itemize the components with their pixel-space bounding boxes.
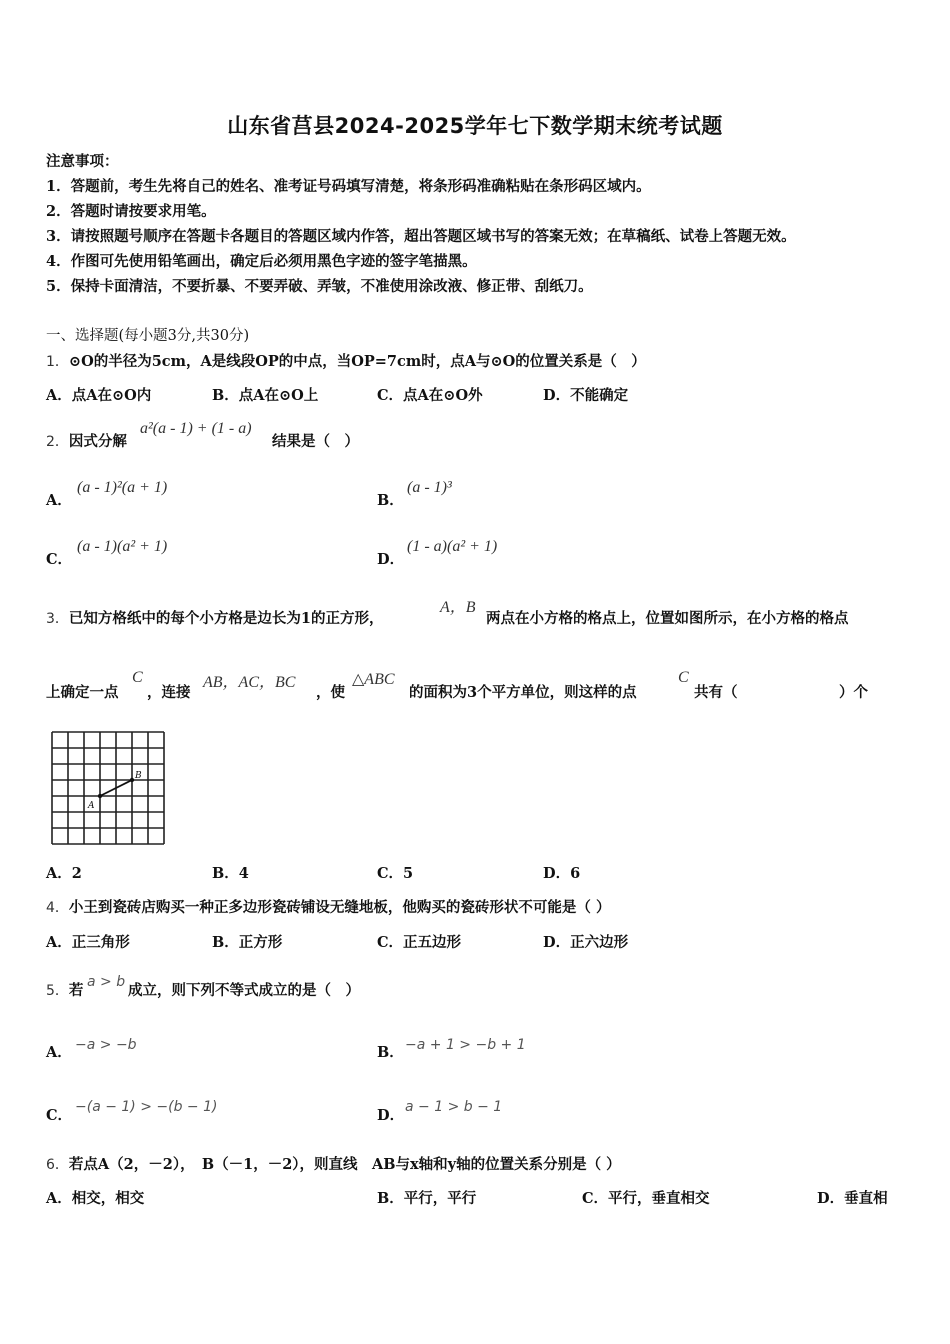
q3-option-a: A．2 [46,865,82,882]
q2-option-b-label: B． [377,492,404,509]
note-item: 5．保持卡面清洁，不要折暴、不要弄破、弄皱，不准使用涂改液、修正带、刮纸刀。 [46,278,593,295]
question-number: 4． [46,900,69,916]
section-heading: 一、选择题(每小题3分,共30分) [46,328,250,344]
question-3 [46,609,384,629]
label-a: A [88,801,95,811]
question-number: 2． [46,434,69,450]
q5-option-d-expr: a − 1 > b − 1 [405,1099,503,1115]
point-a [98,794,102,798]
q1-option-a: A．点A在⊙O内 [46,387,152,404]
question-text: 两点在小方格的格点上，位置如图所示，在小方格的格点 [486,610,849,627]
note-item: 2．答题时请按要求用笔。 [46,203,216,220]
q1-option-c: C．点A在⊙O外 [377,387,483,404]
question-number: 5． [46,983,69,999]
question-text: 若点A（2，－2）， B（－1，－2），则直线 AB与x轴和y轴的位置关系分别是（ ） [68,1156,621,1173]
question-text: ，连接 [147,684,191,701]
question-text: 上确定一点 [46,684,119,701]
q5-option-c-label: C． [46,1107,73,1124]
question-prefix: 因式分解 [68,433,127,450]
question-prefix: 若 [68,982,84,999]
note-item: 4．作图可先使用铅笔画出，确定后必须用黑色字迹的签字笔描黑。 [46,253,477,270]
question-text: 的面积为3个平方单位，则这样的点 [409,684,637,701]
q5-expression: a > b [87,974,126,990]
q2-option-a-label: A． [46,492,72,509]
notes-heading: 注意事项： [46,153,119,170]
q3-option-b: B．4 [212,865,249,882]
grid-lines [52,732,164,844]
q5-option-b-expr: −a + 1 > −b + 1 [405,1037,526,1053]
q6-option-d: D．垂直相 [817,1190,888,1207]
q3-math-triangle: △ABC [352,671,395,688]
q5-option-b-label: B． [377,1044,404,1061]
q1-option-b: B．点A在⊙O上 [212,387,319,404]
q5-option-d-label: D． [377,1107,405,1124]
question-1 [46,352,646,372]
q2-option-b-expr: (a - 1)³ [407,479,452,496]
question-text: 共有（ ）个 [694,684,868,701]
q6-option-b: B．平行，平行 [377,1190,477,1207]
question-4 [46,898,610,918]
q2-option-c-label: C． [46,551,73,568]
question-text: 已知方格纸中的每个小方格是边长为1的正方形， [68,610,384,627]
q4-option-a: A．正三角形 [46,934,130,951]
note-item: 3．请按照题号顺序在答题卡各题目的答题区域内作答，超出答题区域书写的答案无效；在草稿纸、试卷上答题无效。 [46,228,796,245]
question-number: 6． [46,1157,69,1173]
question-suffix: 成立，则下列不等式成立的是（ ） [128,982,360,999]
q2-option-d-expr: (1 - a)(a² + 1) [407,538,498,555]
q2-option-a-expr: (a - 1)²(a + 1) [77,479,168,496]
q5-option-a-expr: −a > −b [75,1037,137,1053]
question-text: ，使 [316,684,345,701]
q6-option-c: C．平行，垂直相交 [582,1190,710,1207]
question-text: ⊙O的半径为5cm，A是线段OP的中点，当OP=7cm时，点A与⊙O的位置关系是（ ） [68,353,646,370]
question-suffix: 结果是（ ） [272,433,359,450]
grid-figure [50,730,168,848]
page-title: 山东省莒县2024-2025学年七下数学期末统考试题 [227,114,723,138]
q3-math-c2: C [678,669,689,686]
question-number: 3． [46,611,69,627]
q2-option-d-label: D． [377,551,405,568]
label-b: B [135,771,142,781]
note-item: 1．答题前，考生先将自己的姓名、准考证号码填写清楚，将条形码准确粘贴在条形码区域内。 [46,178,651,195]
question-2 [46,432,127,452]
q4-option-b: B．正方形 [212,934,283,951]
q5-option-a-label: A． [46,1044,72,1061]
question-5 [46,981,83,1001]
q5-option-c-expr: −(a − 1) > −(b − 1) [75,1099,218,1115]
q4-option-d: D．正六边形 [543,934,629,951]
q4-option-c: C．正五边形 [377,934,462,951]
q6-option-a: A．相交，相交 [46,1190,145,1207]
question-text: 小王到瓷砖店购买一种正多边形瓷砖铺设无缝地板，他购买的瓷砖形状不可能是（ ） [68,899,611,916]
q1-option-d: D．不能确定 [543,387,629,404]
q2-expression: a²(a - 1) + (1 - a) [140,420,252,437]
q2-option-c-expr: (a - 1)(a² + 1) [77,538,168,555]
q3-option-c: C．5 [377,865,414,882]
q3-math-segments: AB，AC，BC [203,674,296,691]
question-6 [46,1155,621,1175]
q3-option-d: D．6 [543,865,581,882]
q3-math-c: C [132,669,143,686]
question-number: 1． [46,354,69,370]
q3-math-ab: A，B [440,599,476,616]
point-b [130,778,134,782]
